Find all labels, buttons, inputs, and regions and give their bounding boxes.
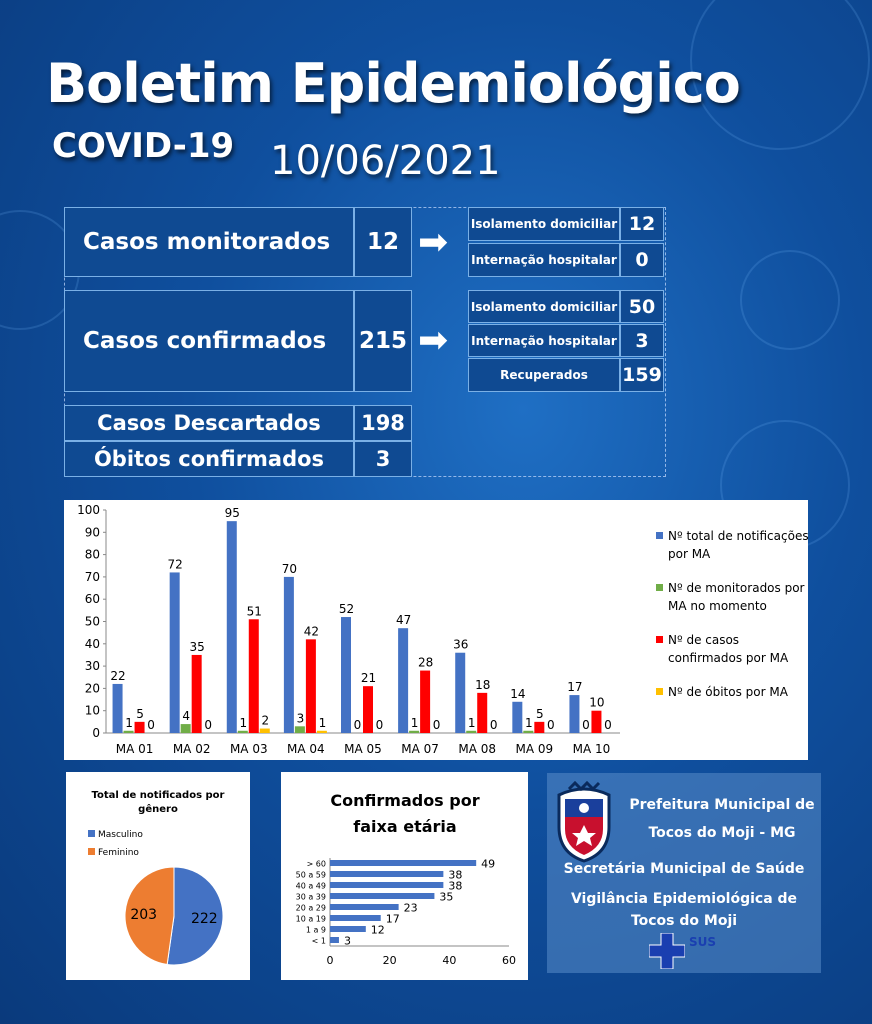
bar [330, 926, 366, 932]
y-tick-label: 40 [84, 636, 100, 651]
data-label: 0 [432, 718, 441, 732]
legend-label: Nº de óbitos por MA [668, 685, 788, 699]
bar [477, 693, 487, 733]
confirmados-detail-label-box [468, 290, 620, 323]
data-label: 51 [246, 604, 262, 619]
data-label: 72 [167, 557, 183, 572]
pie-data-label: 203 [130, 906, 158, 923]
data-label: 0 [147, 718, 155, 732]
bar [330, 937, 339, 943]
monitorados-detail-label-box [468, 243, 620, 277]
data-label: 3 [296, 711, 305, 726]
data-label: 0 [547, 718, 555, 732]
pie-title: gênero [138, 804, 178, 815]
confirmados-label-box [64, 290, 354, 392]
org-line-3: Secretária Municipal de Saúde [563, 861, 805, 877]
background-virus-decoration [740, 250, 840, 350]
legend-swatch [88, 830, 95, 837]
data-label: 23 [403, 901, 418, 915]
ma-bar-chart-panel [64, 500, 808, 760]
y-tick-label: 50 a 59 [295, 870, 326, 880]
bar [569, 695, 579, 733]
data-label: 5 [136, 706, 144, 721]
data-label: 70 [281, 561, 298, 576]
bar [330, 882, 443, 888]
bar [330, 904, 399, 910]
confirmados-value: 215 [358, 328, 407, 354]
data-label: 52 [338, 602, 355, 617]
y-tick-label: 10 [84, 703, 100, 718]
legend-swatch [656, 532, 663, 539]
obitos-value-box [354, 441, 412, 477]
legend-label: Nº total de notificações [668, 529, 808, 543]
legend-label: Masculino [98, 830, 143, 840]
confirmados-label: Casos confirmados [83, 328, 327, 354]
legend-label: por MA [668, 547, 711, 561]
monitorados-label: Casos monitorados [83, 229, 331, 255]
data-label: 35 [439, 890, 454, 904]
monitorados-detail-label: Internação hospitalar [471, 253, 617, 267]
monitorados-detail-label-box [468, 207, 620, 241]
x-tick-label: 20 [382, 954, 397, 967]
x-tick-label: 0 [326, 954, 334, 967]
data-label: 17 [385, 912, 400, 926]
monitorados-value: 12 [366, 229, 399, 255]
x-tick-label: MA 01 [115, 742, 154, 756]
y-tick-label: 1 a 9 [305, 925, 326, 935]
descartados-label-box [64, 405, 354, 441]
data-label: 21 [360, 671, 377, 686]
legend-label: confirmados por MA [668, 651, 789, 665]
data-label: 0 [353, 718, 362, 732]
sus-cross-icon [649, 933, 685, 969]
x-tick-label: MA 10 [572, 742, 611, 756]
monitorados-detail-value-box [620, 243, 664, 277]
y-tick-label: 30 [84, 659, 100, 674]
descartados-value-box [354, 405, 412, 441]
confirmados-detail-label-box [468, 358, 620, 392]
data-label: 0 [204, 718, 212, 732]
confirmados-detail-label: Internação hospitalar [471, 333, 617, 348]
y-tick-label: 40 a 49 [295, 881, 326, 891]
monitorados-detail-value-box [620, 207, 664, 241]
bulletin-subtitle: COVID-19 [52, 126, 235, 166]
data-label: 17 [567, 680, 583, 695]
bar [284, 577, 294, 733]
data-label: 49 [481, 857, 496, 871]
data-label: 95 [224, 506, 240, 521]
data-label: 28 [417, 655, 434, 670]
bar [317, 731, 327, 733]
gender-pie-chart [66, 772, 250, 980]
data-label: 1 [410, 715, 419, 730]
bar [330, 893, 434, 899]
sus-logo-text: SUS [689, 935, 717, 949]
legend-label: Feminino [98, 848, 139, 858]
data-label: 2 [261, 713, 270, 728]
y-tick-label: 10 a 19 [295, 914, 326, 924]
y-tick-label: 30 a 39 [295, 892, 326, 902]
confirmados-detail-label: Isolamento domiciliar [470, 299, 618, 314]
confirmados-detail-value: 50 [628, 295, 656, 318]
bar [181, 724, 191, 733]
confirmados-detail-value-box [620, 290, 664, 323]
bar [534, 722, 544, 733]
gender-pie-panel [66, 772, 250, 980]
legend-label: Nº de monitorados por [668, 581, 805, 595]
bar [363, 686, 373, 733]
monitorados-value-box [354, 207, 412, 277]
arrow-right-icon: ➡ [418, 222, 449, 263]
obitos-label-box [64, 441, 354, 477]
x-tick-label: MA 03 [229, 742, 268, 756]
x-tick-label: MA 02 [172, 742, 211, 756]
data-label: 42 [303, 624, 320, 639]
y-tick-label: 20 [84, 681, 100, 696]
arrow-right-icon: ➡ [418, 320, 449, 361]
descartados-value: 198 [361, 411, 405, 435]
org-line-5: Tocos do Moji [630, 913, 738, 929]
pie-data-label: 222 [190, 911, 218, 928]
bar [135, 722, 145, 733]
monitorados-detail-value: 0 [635, 249, 649, 271]
organization-panel [547, 773, 821, 973]
data-label: 0 [604, 718, 612, 732]
data-label: 4 [182, 709, 190, 724]
bar [523, 731, 533, 733]
bar [238, 731, 248, 733]
legend-swatch [656, 688, 663, 695]
data-label: 47 [395, 613, 412, 628]
bar [420, 671, 430, 733]
x-tick-label: 40 [442, 954, 457, 967]
bar [512, 702, 522, 733]
ma-bar-chart [64, 500, 808, 760]
bar [192, 655, 202, 733]
monitorados-detail-value: 12 [628, 213, 656, 235]
data-label: 36 [453, 637, 469, 652]
data-label: 1 [467, 715, 476, 730]
y-tick-label: 100 [77, 503, 100, 517]
legend-swatch [656, 636, 663, 643]
x-tick-label: 60 [502, 954, 516, 967]
obitos-label: Óbitos confirmados [93, 447, 325, 471]
x-tick-label: MA 09 [515, 742, 554, 756]
confirmados-detail-value-box [620, 324, 664, 357]
org-line-2: Tocos do Moji - MG [648, 825, 796, 841]
data-label: 38 [448, 879, 463, 893]
legend-swatch [656, 584, 663, 591]
data-label: 0 [582, 718, 590, 732]
bar [113, 684, 123, 733]
legend-swatch [88, 848, 95, 855]
y-tick-label: > 60 [306, 859, 326, 869]
bar [466, 731, 476, 733]
org-line-4: Vigilância Epidemiológica de [570, 891, 798, 907]
x-tick-label: MA 05 [344, 742, 382, 756]
data-label: 18 [475, 677, 491, 692]
bar [124, 731, 134, 733]
bulletin-date: 10/06/2021 [270, 138, 501, 184]
y-tick-label: 50 [84, 614, 100, 629]
bar [455, 653, 465, 733]
bar [591, 711, 601, 733]
bulletin-title: Boletim Epidemiológico [46, 52, 740, 115]
y-tick-label: 80 [84, 547, 100, 562]
y-tick-label: 60 [84, 592, 100, 607]
y-tick-label: 20 a 29 [295, 903, 326, 913]
municipal-coat-of-arms-icon [551, 781, 617, 865]
obitos-value: 3 [375, 447, 391, 471]
y-tick-label: 0 [92, 726, 100, 740]
bar [260, 729, 270, 733]
data-label: 1 [125, 715, 133, 730]
data-label: 22 [110, 668, 126, 683]
bar [249, 619, 259, 733]
bar [409, 731, 419, 733]
confirmados-detail-value: 159 [622, 364, 662, 386]
age-chart-title: faixa etária [353, 817, 457, 836]
x-tick-label: MA 04 [287, 742, 325, 756]
monitorados-label-box [64, 207, 354, 277]
data-label: 1 [318, 715, 327, 730]
data-label: 35 [189, 639, 205, 654]
pie-title: Total de notificados por [91, 790, 225, 801]
data-label: 5 [536, 706, 544, 721]
data-label: 0 [489, 718, 498, 732]
bar [295, 726, 305, 733]
y-tick-label: < 1 [311, 936, 326, 946]
data-label: 1 [239, 715, 248, 730]
confirmados-detail-label: Recuperados [500, 368, 588, 382]
x-tick-label: MA 08 [458, 742, 497, 756]
bar [227, 521, 237, 733]
y-tick-label: 90 [84, 525, 100, 540]
data-label: 14 [510, 686, 526, 701]
confirmados-value-box [354, 290, 412, 392]
data-label: 1 [525, 715, 533, 730]
bar [330, 871, 443, 877]
bar [306, 639, 316, 733]
legend-label: MA no momento [668, 599, 767, 613]
bar [330, 915, 381, 921]
data-label: 10 [589, 695, 605, 710]
org-line-1: Prefeitura Municipal de [629, 797, 815, 813]
confirmados-detail-value: 3 [635, 329, 649, 352]
y-tick-label: 70 [84, 569, 100, 584]
descartados-label: Casos Descartados [97, 411, 321, 435]
bar [398, 628, 408, 733]
x-tick-label: MA 07 [401, 742, 439, 756]
legend-label: Nº de casos [668, 633, 740, 647]
data-label: 12 [370, 923, 385, 937]
monitorados-detail-label: Isolamento domiciliar [470, 217, 618, 231]
data-label: 0 [375, 718, 384, 732]
bar [330, 860, 476, 866]
confirmados-detail-label-box [468, 324, 620, 357]
confirmados-detail-value-box [620, 358, 664, 392]
bar [341, 617, 351, 733]
age-bar-chart [281, 772, 528, 980]
bar [170, 572, 180, 733]
data-label: 3 [343, 934, 351, 948]
data-label: 38 [448, 868, 463, 882]
age-bar-panel [281, 772, 528, 980]
age-chart-title: Confirmados por [330, 791, 480, 810]
